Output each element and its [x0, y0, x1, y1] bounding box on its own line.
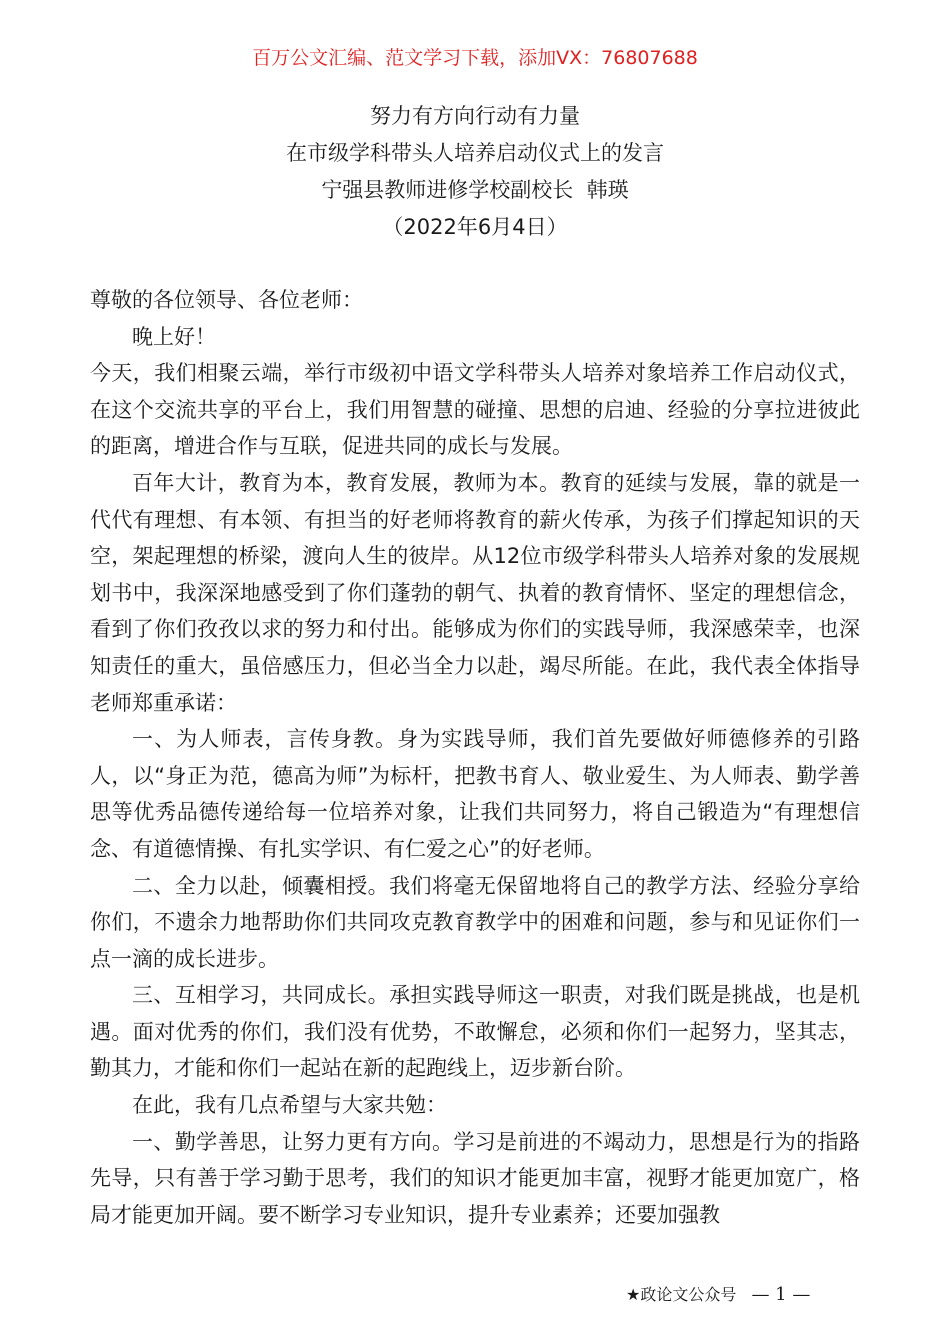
speech-date: （2022年6月4日）	[382, 215, 568, 239]
paragraph-promise-3: 三、互相学习，共同成长。承担实践导师这一职责，对我们既是挑战，也是机遇。面对优秀的你们，我们没有优势，不敢懈怠，必须和你们一起努力，坚其志，勤其力，才能和你们一起站在新的起跑线上，迈步新台阶。	[90, 983, 860, 1081]
page-footer	[626, 1283, 810, 1307]
salutation: 尊敬的各位领导、各位老师：	[90, 288, 363, 312]
title-block	[0, 98, 950, 246]
document-title: 努力有方向行动有力量	[370, 104, 580, 128]
document-body	[90, 282, 860, 1233]
greeting: 晚上好！	[132, 324, 216, 349]
speaker-line: 宁强县教师进修学校副校长 韩瑛	[321, 178, 629, 202]
paragraph-promise-1: 一、为人师表，言传身教。身为实践导师，我们首先要做好师德修养的引路人，以“身正为范，德高为师”为标杆，把教书育人、敬业爱生、为人师表、勤学善思等优秀品德传递给每一位培养对象，让我们共同努力，将自己锻造为“有理想信念、有道德情操、有扎实学识、有仁爱之心”的好老师。	[90, 727, 860, 861]
paragraph-intro: 今天，我们相聚云端，举行市级初中语文学科带头人培养对象培养工作启动仪式，在这个交流共享的平台上，我们用智慧的碰撞、思想的启迪、经验的分享拉进彼此的距离，增进合作与互联，促进共同的成长与发展。	[90, 361, 860, 459]
paragraph-promise-2: 二、全力以赴，倾囊相授。我们将毫无保留地将自己的教学方法、经验分享给你们，不遗余力地帮助你们共同攻克教育教学中的困难和问题，参与和见证你们一点一滴的成长进步。	[90, 873, 860, 971]
footer-source: ★政论文公众号	[626, 1285, 737, 1304]
paragraph-hope-1: 一、勤学善思，让努力更有方向。学习是前进的不竭动力，思想是行为的指路先导，只有善于学习勤于思考，我们的知识才能更加丰富，视野才能更加宽广，格局才能更加开阔。要不断学习专业知识，提升专业素养；还要加强教	[90, 1129, 860, 1227]
document-subtitle: 在市级学科带头人培养启动仪式上的发言	[286, 141, 664, 165]
paragraph-education: 百年大计，教育为本，教育发展，教师为本。教育的延续与发展，靠的就是一代代有理想、有本领、有担当的好老师将教育的薪火传承，为孩子们撑起知识的天空，架起理想的桥梁，渡向人生的彼岸。从12位市级学科带头人培养对象的发展规划书中，我深深地感受到了你们蓬勃的朝气、执着的教育情怀、坚定的理想信念，看到了你们孜孜以求的努力和付出。能够成为你们的实践导师，我深感荣幸，也深知责任的重大，虽倍感压力，但必当全力以赴，竭尽所能。在此，我代表全体指导老师郑重承诺：	[90, 470, 860, 715]
page-number: — 1 —	[751, 1284, 811, 1305]
watermark-banner: 百万公文汇编、范文学习下载，添加VX：76807688	[252, 47, 698, 69]
paragraph-hopes-intro: 在此，我有几点希望与大家共勉：	[132, 1093, 447, 1118]
